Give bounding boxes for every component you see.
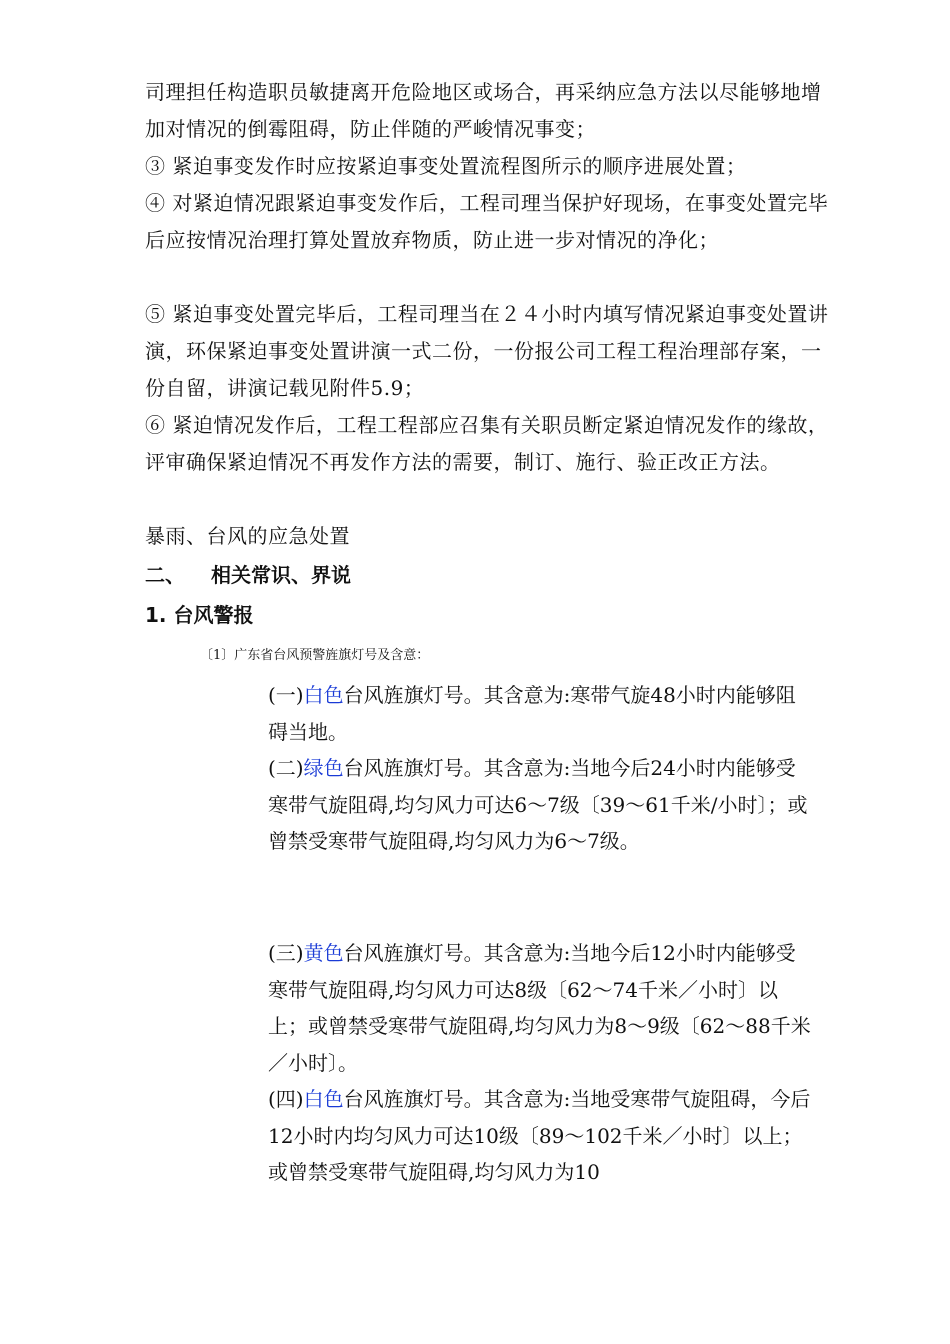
subheading-number: 1.	[145, 603, 167, 627]
signal-color-word: 黄色	[303, 941, 344, 965]
signal-prefix: (一)	[268, 683, 304, 707]
signal-text: 台风旌旗灯号。其含意为:当地受寒带气旋阻碍，今后12小时内均匀风力可达10级〔89～102千米／小时〕以上；或曾禁受寒带气旋阻碍,均匀风力为10	[268, 1087, 811, 1184]
subheading-title: 台风警报	[173, 603, 254, 627]
signal-color-word: 白色	[303, 1087, 344, 1111]
paragraph-continuation: 司理担任构造职员敏捷离开危险地区或场合，再采纳应急方法以尽能够地增加对情况的倒霉阻碍，防止伴随的严峻情况事变；	[145, 80, 822, 141]
signal-prefix: (二)	[268, 756, 304, 780]
paragraph-rainstorm-typhoon-title: 暴雨、台风的应急处置	[145, 524, 350, 548]
signal-item-4	[268, 1081, 813, 1191]
paragraph-item-4: ④ 对紧迫情况跟紧迫事变发作后，工程司理当保护好现场，在事变处置完毕后应按情况治理打算处置放弃物质，防止进一步对情况的净化；	[145, 191, 829, 252]
signal-text: 台风旌旗灯号。其含意为:寒带气旋48小时内能够阻碍当地。	[268, 683, 796, 744]
section-heading	[145, 557, 351, 594]
paragraph-item-5: ⑤ 紧迫事变处置完毕后，工程司理当在２４小时内填写情况紧迫事变处置讲演，环保紧迫事变处置讲演一式二份，一份报公司工程工程治理部存案，一份自留，讲演记载见附件5.9；	[145, 302, 829, 400]
signal-text: 台风旌旗灯号。其含意为:当地今后12小时内能够受寒带气旋阻碍,均匀风力可达8级〔62～74千米／小时〕以上；或曾禁受寒带气旋阻碍,均匀风力为8～9级〔62～88千米／小时〕。	[268, 941, 811, 1075]
paragraph-item-6: ⑥ 紧迫情况发作后，工程工程部应召集有关职员断定紧迫情况发作的缘故，评审确保紧迫情况不再发作方法的需要，制订、施行、验正改正方法。	[145, 413, 829, 474]
signal-prefix: (四)	[268, 1087, 304, 1111]
signal-color-word: 白色	[303, 683, 344, 707]
signal-prefix: (三)	[268, 941, 304, 965]
signal-text: 台风旌旗灯号。其含意为:当地今后24小时内能够受寒带气旋阻碍,均匀风力可达6～7级〔39～61千米/小时〕；或曾禁受寒带气旋阻碍,均匀风力为6～7级。	[268, 756, 808, 853]
signal-item-3	[268, 935, 813, 1081]
signal-table-note: 〔1〕广东省台风预警旌旗灯号及含意：	[200, 648, 430, 663]
paragraph-item-3: ③ 紧迫事变发作时应按紧迫事变处置流程图所示的顺序进展处置；	[145, 154, 747, 178]
section-heading-title: 相关常识、界说	[211, 563, 351, 587]
signal-item-2	[268, 750, 813, 860]
subheading	[145, 597, 253, 634]
signal-color-word: 绿色	[303, 756, 344, 780]
section-heading-number: 二、	[145, 563, 185, 587]
signal-item-1	[268, 677, 813, 750]
